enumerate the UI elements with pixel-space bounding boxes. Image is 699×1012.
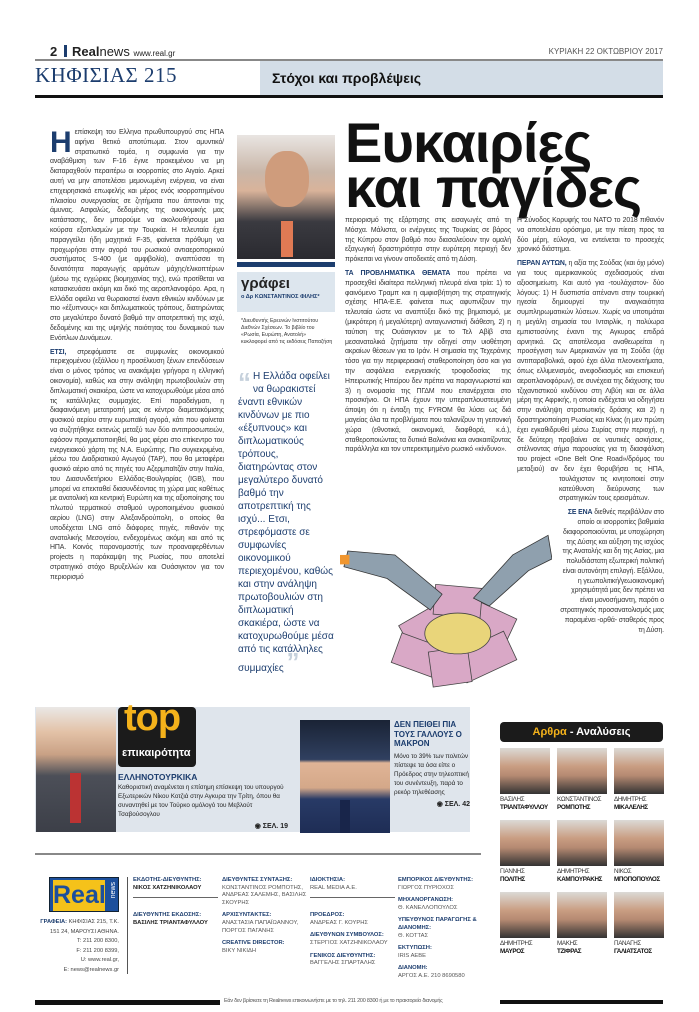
masthead-role: ΑΡΧΙΣΥΝΤΑΚΤΕΣ: xyxy=(222,912,272,919)
divider xyxy=(64,45,67,57)
masthead-role: ΔΙΕΥΘΥΝΩΝ ΣΥΜΒΟΥΛΟΣ: xyxy=(310,932,384,939)
analyses-title-a: Αρθρα xyxy=(532,726,567,738)
columnist-card[interactable] xyxy=(557,820,612,884)
promo-story-text xyxy=(118,783,288,831)
top-news-badge xyxy=(118,697,196,767)
jet-exhaust xyxy=(340,555,349,564)
masthead-entry xyxy=(398,965,483,980)
masthead-person: ΣΤΕΡΓΙΟΣ ΧΑΤΖΗΝΙΚΟΛΑΟΥ xyxy=(310,939,388,946)
columnist-card[interactable] xyxy=(557,892,612,956)
masthead-entry xyxy=(133,877,218,892)
columnist-first-name: ΝΙΚΟΣ xyxy=(614,868,632,875)
byline-label: γράφει xyxy=(241,275,290,292)
masthead-entry xyxy=(398,897,483,912)
columnist-photo xyxy=(500,892,550,938)
columnist-photo xyxy=(614,748,664,794)
page-ref-link[interactable]: ◉ ΣΕΛ. 42 xyxy=(436,801,470,808)
quote-close-icon: ” xyxy=(286,647,300,677)
masthead-person: ΒΙΚΥ ΝΙΚΙΔΗ xyxy=(222,947,257,954)
masthead-person: ΒΑΣΙΛΗΣ ΤΡΙΑΝΤΑΦΥΛΛΟΥ xyxy=(133,919,208,926)
promo-story-text xyxy=(394,752,470,809)
masthead-entry xyxy=(398,877,483,892)
page-ref-link[interactable]: ◉ ΣΕΛ. 19 xyxy=(254,823,288,830)
divider xyxy=(35,853,481,855)
columnist-first-name: ΔΗΜΗΤΡΗΣ xyxy=(557,868,590,875)
columnist-photo xyxy=(557,892,607,938)
masthead-entry xyxy=(133,912,218,927)
columnist-photo xyxy=(557,748,607,794)
paragraph-lead: ΤΑ ΠΡΟΒΛΗΜΑΤΙΚΑ ΘΕΜΑΤΑ xyxy=(345,269,451,277)
columnist-first-name: ΓΙΑΝΝΗΣ xyxy=(500,868,525,875)
columnist-last-name: ΤΡΙΑΝΤΑΦΥΛΛΟΥ xyxy=(500,804,548,811)
distribution-note: Εάν δεν βρίσκετε τη Realnews επικοινωνήστε με το τηλ. 211 200 8300 ή με το πρακτορείο διανομής xyxy=(224,998,443,1004)
columnist-first-name: ΠΑΝΑΓΗΣ xyxy=(614,940,641,947)
office-address xyxy=(30,918,119,975)
columnist-last-name: ΜΙΚΑΛΕΛΗΣ xyxy=(614,804,648,811)
masthead-role: ΠΡΟΕΔΡΟΣ: xyxy=(310,912,345,919)
masthead-person: ΑΡΓΟΣ Α.Ε. 210 8690580 xyxy=(398,972,465,979)
analyses-title-b: Αναλύσεις xyxy=(576,726,631,738)
section-title: ΚΗΦΙΣΙΑΣ 215 xyxy=(35,63,178,87)
columnist-photo xyxy=(614,892,664,938)
topic-title: Στόχοι και προβλέψεις xyxy=(272,70,422,86)
masthead-person: Θ. ΚΑΝΕΛΛΟΠΟΥΛΟΣ xyxy=(398,904,458,911)
masthead-role: ΕΜΠΟΡΙΚΟΣ ΔΙΕΥΘΥΝΤΗΣ: xyxy=(398,877,473,883)
masthead-role: ΕΚΔΟΤΗΣ-ΔΙΕΥΘΥΝΤΗΣ: xyxy=(133,877,202,883)
divider xyxy=(35,1000,220,1005)
masthead-role: CREATIVE DIRECTOR: xyxy=(222,940,285,947)
masthead-col-4 xyxy=(398,877,483,986)
masthead-role: ΔΙΕΥΘΥΝΤΗΣ ΕΚΔΟΣΗΣ: xyxy=(133,912,202,919)
headline-line: Ευκαιρίες xyxy=(345,111,592,174)
columnist-photo xyxy=(614,820,664,866)
columnist-last-name: ΜΑΥΡΟΣ xyxy=(500,948,525,955)
headline xyxy=(345,111,642,219)
masthead-person: ΑΝΑΣΤΑΣΙΑ ΠΑΠΑΪΩΑΝΝΟΥ, ΠΟΡΓΟΣ ΠΑΓΑΝΗΣ xyxy=(222,919,299,934)
logo-text: Real xyxy=(53,881,106,909)
story-photo-macron xyxy=(300,720,390,833)
columnist-last-name: ΜΠΟΠΟΠΟΥΛΟΣ xyxy=(614,876,660,883)
page-header xyxy=(50,44,663,58)
drop-cap: Η xyxy=(50,126,72,159)
masthead-person: REAL MEDIA A.E. xyxy=(310,884,357,891)
separator: - xyxy=(566,726,577,738)
masthead-entry xyxy=(398,917,483,940)
columnist-card[interactable] xyxy=(500,820,555,884)
promo-story-title[interactable]: ΕΛΛΗΝΟΤΟΥΡΚΙΚΑ xyxy=(118,772,198,782)
promo-story-title[interactable]: ΔΕΝ ΠΕΙΘΕΙ ΠΙΑ ΤΟΥΣ ΓΑΛΛΟΥΣ Ο ΜΑΚΡΟΝ xyxy=(394,720,462,748)
author-note: *Διευθυντής Ερευνών Ινστιτούτου Διεθνών Σχέσεων. Το βιβλίο του «Ρωσία, Ευρώπη, Ανατολή» κυκλοφορεί από τις εκδόσεις Παπαζήση xyxy=(241,318,333,345)
phone: T: 211 200 8300, xyxy=(77,938,119,944)
divider xyxy=(35,95,663,98)
page-number: 2 xyxy=(50,44,58,59)
brand-light: news xyxy=(99,44,130,59)
issue-date: ΚΥΡΙΑΚΗ 22 ΟΚΤΩΒΡΙΟΥ 2017 xyxy=(548,47,663,56)
masthead-entry xyxy=(222,912,307,935)
author-photo xyxy=(237,135,335,259)
divider xyxy=(500,1000,663,1004)
masthead-role: ΜΗΧΑΝΟΡΓΑΝΩΣΗ: xyxy=(398,897,454,904)
divider xyxy=(133,897,218,898)
columnist-first-name: ΜΑΚΗΣ xyxy=(557,940,578,947)
masthead-entry xyxy=(310,877,395,892)
divider xyxy=(310,897,395,898)
masthead-role: ΔΙΕΥΘΥΝΤΕΣ ΣΥΝΤΑΞΗΣ: xyxy=(222,877,293,883)
article-column-2 xyxy=(345,216,511,459)
masthead-role: ΓΕΝΙΚΟΣ ΔΙΕΥΘΥΝΤΗΣ: xyxy=(310,952,376,959)
columnist-card[interactable] xyxy=(500,892,555,956)
columnist-card[interactable] xyxy=(614,820,669,884)
divider xyxy=(127,877,128,974)
email: E: news@realnews.gr xyxy=(63,966,119,973)
masthead-person: ΒΑΓΓΕΛΗΣ ΣΠΑΡΤΑΛΗΣ xyxy=(310,960,376,967)
masthead-person: IRIS AEBE xyxy=(398,952,427,959)
pull-quote-text: Η Ελλάδα οφείλει να θωρακιστεί έναντι εθνικών κινδύνων με πιο «έξυπνους» και διπλωματικούς τρόπους, διατηρώντας στον μεγαλύτερο δυνατό βαθμό την αποτρεπτική της ισχύ... Ετσι, στρεφόμαστε σε συμφωνίες οικονομικού περιεχομένου, καθώς και στην ανάληψη πρωτοβουλιών στη διπλωματική σκακιέρα, ώστε να κατοχυρωθούμε μέσα από τις κατάλληλες συμμαχίες xyxy=(238,371,334,674)
paragraph: περιορισμό της εξάρτησης στις εισαγωγές από τη Μόσχα. Μάλιστα, οι ενέργειες της Τουρκίας σε βάρος της Κύπρου στον βαθμό που διασαλεύουν την ομαλή εξαγωγική δραστηριότητα στην ευρύτερη περιοχή δεν πρόκειται να γίνουν αποδεκτές από τη Δύση. xyxy=(345,217,511,264)
logo-sub: news xyxy=(110,882,117,899)
author-name: ο Δρ ΚΩΝΣΤΑΝΤΙΝΟΣ ΦΙΛΗΣ* xyxy=(241,294,320,300)
flower-center xyxy=(425,613,491,654)
pull-quote xyxy=(238,367,335,677)
masthead-entry xyxy=(222,940,307,955)
columnist-last-name: ΡΟΜΠΟΤΗΣ xyxy=(557,804,591,811)
columnist-card[interactable] xyxy=(500,748,555,812)
columnist-first-name: ΔΗΜΗΤΡΗΣ xyxy=(500,940,533,947)
columnist-last-name: ΠΟΛΙΤΗΣ xyxy=(500,876,525,883)
paragraph-lead: ΕΤΣΙ, xyxy=(50,348,67,356)
paragraph: στρεφόμαστε σε συμφωνίες οικονομικού περιεχομένου (εξάλλου η προσέλκυση ξένων επενδύσεων είναι ο μόνος τρόπος να ανακάμψει γρήγορα η ελληνική οικονομία), καθώς και στην ανάληψη πρωτοβουλιών στη διπλωματική σκακιέρα, ώστε να κατοχυρωθούμε μέσα από τις κατάλληλες συμμαχίες. Επί παραδείγματι, η διαφαινόμενη μετατροπή μας σε κέντρο διαμετακόμισης φυσικού αερίου στην ευρωπαϊκή αγορά, κάτι που φαίνεται να συζητήθηκε εκτενώς μεταξύ των δύο αντιπροσωπειών, εφόσον πραγματοποιηθεί, θα μας φέρει στο επίκεντρο του ενεργειακού χάρτη της Ν.Α. Ευρώπης. Πιο συγκεκριμένα, μέσω του Διαδριατικού Αγωγού (TAP), που θα μεταφέρει φυσικό αέριο από τις πηγές του Αζερμπαϊτζάν στην Ιταλία, του Διασυνδετήριου Ελλάδας-Βουλγαρίας (IGB), που μπορεί να επεκταθεί διασυνδέοντας τη χώρα μας καθέτως με ανατολική και κεντρική Ευρώπη και της αξιοποίησης του πλωτού τερματικού σταθμού υγροποιημένου φυσικού αερίου (LNG) στην Αλεξανδρούπολη, ο οποίος θα υποδέχεται LNG από διάφορες πηγές, πιθανόν της ανατολικής Μεσογείου, ενδεχομένως ακόμη και από τις ΗΠΑ. Κοινός παρονομαστής των προαναφερθέντων projects η παράκαμψη της Ρωσίας, που αποτελεί στρατηγικό στόχο Βρυξελλών και Ουάσιγκτον για τον περιορισμό xyxy=(50,348,224,581)
paragraph: που πρέπει να προσεχθεί ιδιαίτερα πελληνική πλευρά είναι τρία: 1) το φαινόμενο Τραμπ και η αμφισβήτηση της στρατηγικής σχέσης ΗΠΑ-Ε.Ε. φαίνεται πως αφυπνίζουν την τελευταία ώστε να αναπτύξει δικό της βηματισμό, με (μικρότερη ή μεγαλύτερη) ανταγωνιστική διάθεση, 2) η ταύτιση της Ουάσιγκτον με το Τελ Αβίβ στα μεσανατολικά ζητήματα την οδηγεί στην υιοθέτηση ακραίων θέσεων για το Ιράν. Η σημασία της Τεχεράνης τόσο για την περιφερειακή σταθεροποίηση όσο και για την ασφάλεια ενεργειακής τροφοδοσίας της Ηπειρωτικής Ηπείρου δεν πρέπει να παραγνωριστεί και 3) η ονομασία της ΠΓΔΜ που επανέρχεται στο προσκήνιο. Οι ΗΠΑ έχουν την υπεραπλουστευμένη άποψη ότι η ένταξη της FYROM θα λύσει ως διά μαγείας όλα τα προβλήματα που ταλανίζουν τη γειτονική χώρα (εθνοτικά, οικονομικά, διαφθορά, κ.ά.), σταθεροποιώντας τα δυτικά Βαλκάνια και ανακαιτίζοντας παράλληλα και τον υπερεκτιμημένο ρωσικό «κίνδυνο». xyxy=(345,269,511,454)
story-text: Μόνο το 39% των πολιτών πίστεψε τα όσα είπε ο Πρόεδρος στην τηλεοπτική του συνέντευξη, παρά το ρεκόρ τηλεθέασης xyxy=(394,753,469,796)
masthead-person: Θ. ΚΟΤΤΑΣ xyxy=(398,932,429,939)
paragraph-lead: ΠΕΡΑΝ ΑΥΤΩΝ, xyxy=(517,260,567,268)
masthead-person: ΑΝΔΡΕΑΣ Γ. ΚΟΥΡΗΣ xyxy=(310,919,369,926)
masthead-entry xyxy=(310,932,395,947)
columnist-last-name: ΓΑΛΙΑΤΣΑΤΟΣ xyxy=(614,948,652,955)
realnews-logo xyxy=(49,877,119,912)
brand-bold: Real xyxy=(72,44,100,59)
columnist-card[interactable] xyxy=(614,748,669,812)
topic-band xyxy=(260,61,663,95)
analyses-header xyxy=(500,722,663,742)
headline-line: και παγίδες xyxy=(345,156,642,219)
quote-open-icon: “ xyxy=(238,367,251,397)
columnist-first-name: ΚΩΝΣΤΑΝΤΙΝΟΣ xyxy=(557,796,602,803)
illustration-jets-euro-flower xyxy=(340,512,552,700)
columnist-last-name: ΚΑΜΠΟΥΡΑΚΗΣ xyxy=(557,876,603,883)
fax: F: 211 200 8399, xyxy=(76,947,119,954)
divider xyxy=(237,262,335,267)
badge-subtitle: επικαιρότητα xyxy=(122,747,191,759)
paragraph: Η Σύνοδος Κορυφής του ΝΑΤΟ το 2018 πιθανόν να αποτελέσει ορόσημο, με την πίεση προς τα δύο μέρη, εύλογα, να εντείνεται το προσεχές χρονικό διάστημα. xyxy=(517,217,664,254)
masthead-col-3 xyxy=(310,877,395,973)
address: ΚΗΦΙΣΙΑΣ 215, Τ.Κ. 151 24, ΜΑΡΟΥΣΙ ΑΘΗΝΑ. xyxy=(50,919,119,935)
masthead-col-2 xyxy=(222,877,307,960)
columnist-first-name: ΒΑΣΙΛΗΣ xyxy=(500,796,525,803)
masthead-role: ΥΠΕΥΘΥΝΟΣ ΠΑΡΑΓΩΓΗΣ & ΔΙΑΝΟΜΗΣ: xyxy=(398,917,477,931)
byline-box xyxy=(237,272,335,312)
paragraph: διεθνές περιβάλλον στο οποίο οι ισορροπίες βαθμιαία διαφοροποιούνται, με υποχώρηση της Δύσης και αύξηση της ισχύος της Ανατολής και δη της Ασίας, μια πολυδιάστατη εξωτερική πολιτική είναι αυτονόητη επιλογή. Εξάλλου, η γεωπολιτική/γεωοικονομική χρησιμότητά μας δεν πρέπει να είναι μονοσήμαντη, παρότι ο στρατηγικός προσανατολισμός μας παραμένει -ορθά- σταθερός προς τη Δύση. xyxy=(560,509,664,634)
address-label: ΓΡΑΦΕΙΑ: xyxy=(40,919,68,925)
article-column-1 xyxy=(50,128,224,587)
masthead-role: ΔΙΑΝΟΜΗ: xyxy=(398,965,428,972)
columnist-last-name: ΤΖΙΦΡΑΣ xyxy=(557,948,582,955)
masthead-role: ΕΚΤΥΠΩΣΗ: xyxy=(398,945,432,952)
badge-top: top xyxy=(124,697,181,739)
story-text: Καθοριστική αναμένεται η επίσημη επίσκεψη του υπουργού Εξωτερικών Νίκου Κοτζιά στην Αγκυρα την Τρίτη, όπου θα συναντηθεί με τον Τούρκο ομόλογό του Μεβλούτ Τσαβούσογλου xyxy=(118,784,284,818)
jet-left xyxy=(344,551,442,610)
masthead-person: ΝΙΚΟΣ ΧΑΤΖΗΝΙΚΟΛΑΟΥ xyxy=(133,884,202,891)
columnist-first-name: ΔΗΜΗΤΡΗΣ xyxy=(614,796,647,803)
website: U: www.real.gr, xyxy=(80,957,119,963)
columnist-card[interactable] xyxy=(557,748,612,812)
masthead-entry xyxy=(398,945,483,960)
paragraph-lead: ΣΕ ΕΝΑ xyxy=(567,509,593,517)
jet-right xyxy=(473,535,552,606)
columnist-card[interactable] xyxy=(614,892,669,956)
masthead-entry xyxy=(222,877,307,907)
brand-logo xyxy=(72,44,175,59)
paragraph: η αξία της Σούδας (και όχι μόνο) για τους αμερικανικούς σχεδιασμούς είναι αξιοσημείωτη. Και αυτό για -τουλάχιστον- δύο λόγους: 1) Η δυσπιστία απέναντι στην τουρκική ηγεσία δημιουργεί την αναγκαιότητα συμπληρωματικών λύσεων. Χωρίς να υποτιμάται η μεγάλη σημασία του Ιντσιρλίκ, η πολύωρα εμπιστοσύνης έναντι της Αγκυρας επιδρά αρνητικά. Ως αποτέλεσμα αναθεωρείται η προσέγγιση των Αμερικανών για τη Σούδα (όχι αντιπαραβολικά, αφού έχει άλλα πλεονεκτήματα, όπως ελλιμενισμός, ανεφοδιασμός και επισκευή αεροπλανοφόρων), σε συνέχεια της διάχυσης του τζιχαντιστικού κινδύνου στη Λιβύη και σε άλλα μέρη της Αφρικής, η οποία ενδέχεται να οδηγήσει στην ανάληψη στρατιωτικής δράσης και 2) η δραστηριοποίηση Ρωσίας και Κίνας (η μεν πρώτη έχει εγκαθιδρυθεί μέσω Συρίας στην περιοχή, η δε δεύτερη προβαίνει σε ναυτικές ασκήσεις, στέλνοντας σήμα παρουσίας για τη διασφάλιση του project «One Belt One Road»/δρόμος του μεταξιού) αν δεν έχει θορυβήσει τις ΗΠΑ, τουλάχιστον τις κινητοποιεί στην κατεύθυνση διεύρυνσης των στρατηγικών τους ερεισμάτων. xyxy=(517,260,664,503)
paragraph: επίσκεψη του Ελληνα πρωθυπουργού στις ΗΠΑ αφήνει θετικό αποτύπωμα. Στον αμυντικό/στρατιωτικό τομέα, η συμφωνία για την αναβάθμιση των F-16 έγινε προκειμένου να μη διαταραχθούν περαιτέρω οι ισορροπίες στο Αιγαίο. Αρκεί αυτή να μην αποτελέσει μεμονωμένη ενέργεια, να είναι επιχειρησιακά επωφελής και μέρος ενός ισορροπημένου πλαισίου συνεργασίας σε ζητήματα που άπτονται της άμυνας. Ασφαλώς, δεδομένης της οικονομικής μας κατάστασης, δεν μπορούμε να ακολουθήσουμε μια κούρσα εξοπλισμών με την Τουρκία. Η τελευταία έχει παραγγείλει ήδη μαχητικά F-35, φαίνεται πρόθυμη να προχωρήσει στην αγορά του ρωσικού αντιαεροπορικού συστήματος S-400 (με αμφιβολία), αναπτύσσει τη δυνατότητα παραγωγής αρμάτων μάχης/ελικοπτέρων (μέσω της εγχώριας βιομηχανίας της), ενώ προτίθεται να κατασκευάσει ακόμη και δικό της αεροπλανοφόρο. Αρα, η Ελλάδα οφείλει να θωρακιστεί έναντι εθνικών κινδύνων με πιο «έξυπνους» και διπλωματικούς τρόπους, διατηρώντας στο μεγαλύτερο δυνατό βαθμό την αποτρεπτική της ισχύ, δεδομένης και της υψηλής ποιότητας του δυναμικού των Ενόπλων Δυνάμεων. xyxy=(50,129,224,342)
masthead-person: ΚΩΝΣΤΑΝΤΙΝΟΣ ΡΟΜΠΟΤΗΣ, ΑΝΔΡΕΑΣ ΣΑΛΕΜΗΣ, ΒΑΣΙΛΗΣ ΣΚΟΥΡΗΣ xyxy=(222,884,307,906)
columnist-photo xyxy=(557,820,607,866)
masthead-role: ΙΔΙΟΚΤΗΣΙΑ: xyxy=(310,877,346,883)
columnist-photo xyxy=(500,820,550,866)
columnist-photo xyxy=(500,748,550,794)
masthead-person: ΓΙΩΡΓΟΣ ΠΥΡΙΟΧΟΣ xyxy=(398,884,454,891)
masthead-entry xyxy=(310,912,395,927)
story-photo-kotzias xyxy=(36,707,116,832)
site-url: www.real.gr xyxy=(133,49,176,58)
masthead-col-1 xyxy=(133,877,218,932)
masthead-entry xyxy=(310,953,395,968)
